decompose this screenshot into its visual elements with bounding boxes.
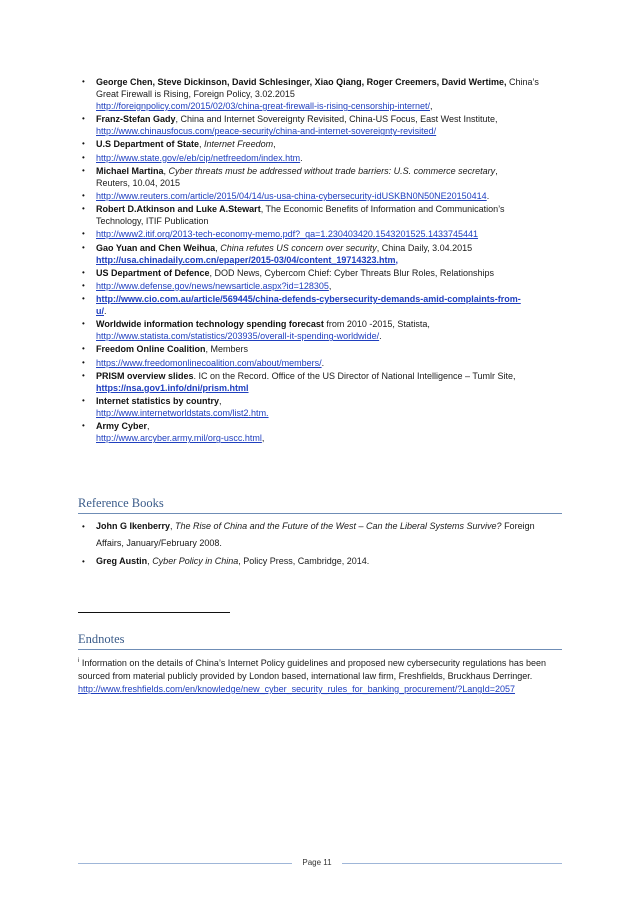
- punctuation: .: [321, 357, 325, 368]
- source-link[interactable]: http://www.arcyber.army.mil/org-uscc.html: [96, 433, 262, 444]
- list-item: [82, 113, 562, 137]
- list-item: [82, 76, 562, 112]
- source-author: U.S Department of State: [96, 139, 200, 150]
- source-link[interactable]: https://www.freedomonlinecoalition.com/about/members/: [96, 357, 322, 368]
- endnote-text: Information on the details of China’s Internet Policy guidelines and proposed new cybersecurity regulations has been sourced from material publicly provided by London based, international law firm, Freshfields, Bruckhaus Derringer.: [78, 658, 546, 681]
- source-author: Gao Yuan and Chen Weihua: [96, 242, 216, 253]
- bullet: •: [82, 522, 85, 531]
- bullet: •: [82, 229, 85, 239]
- book-author: Greg Austin: [96, 556, 148, 566]
- bullet: •: [82, 139, 85, 149]
- endnote-link[interactable]: http://www.freshfields.com/en/knowledge/new_cyber_security_rules_for_banking_procurement/?LangId=2057: [78, 684, 516, 694]
- list-item: [82, 518, 562, 552]
- source-text: ,: [147, 421, 150, 432]
- source-author: Robert D.Atkinson and Luke A.Stewart: [96, 204, 261, 215]
- bullet: •: [82, 204, 85, 214]
- list-item: [82, 370, 562, 394]
- source-author: Worldwide information technology spending forecast: [96, 319, 324, 330]
- list-item: [82, 203, 562, 227]
- list-item: [82, 242, 562, 266]
- list-item: [82, 293, 562, 317]
- source-author: Michael Martina: [96, 165, 164, 176]
- source-text: , DOD News, Cybercom Chief: Cyber Threats Blur Roles, Relationships: [209, 267, 494, 278]
- bullet: •: [82, 396, 85, 405]
- list-item: [82, 228, 562, 240]
- punctuation: ,: [495, 165, 498, 176]
- source-text: . IC on the Record. Office of the US Director of National Intelligence – Tumlr Site,: [193, 370, 516, 381]
- reference-books-list: [82, 518, 562, 571]
- source-text: ,: [199, 139, 205, 150]
- list-item: [82, 357, 562, 369]
- bullet: •: [82, 152, 85, 162]
- source-link[interactable]: http://www.chinausfocus.com/peace-security/china-and-internet-sovereignty-revisited/: [96, 126, 437, 137]
- footer-rule-right: [342, 863, 562, 864]
- source-author: PRISM overview slides: [96, 370, 194, 381]
- sources-list: [82, 76, 562, 445]
- source-text-line2: Great Firewall is Rising, Foreign Policy, 3.02.2015: [96, 89, 295, 99]
- book-text: Foreign: [501, 521, 535, 531]
- list-item: [82, 420, 562, 444]
- source-author: George Chen, Steve Dickinson, David Schlesinger, Xiao Qiang, Roger Creemers, David Wertime,: [96, 77, 507, 87]
- list-item: [82, 343, 562, 355]
- bullet: •: [82, 267, 85, 277]
- endnote-marker: i: [78, 658, 80, 664]
- source-link[interactable]: http://www.internetworldstats.com/list2.htm.: [96, 408, 269, 418]
- list-item: [82, 138, 562, 150]
- source-text: ,: [219, 396, 222, 406]
- source-link[interactable]: http://www.statista.com/statistics/203935/overall-it-spending-worldwide/: [96, 331, 380, 342]
- source-author: Internet statistics by country: [96, 396, 220, 406]
- source-text: , The Economic Benefits of Information and Communication’s: [260, 204, 505, 215]
- bullet: •: [82, 242, 85, 252]
- source-title: Cyber threats must be addressed without trade barriers: U.S. commerce secretary: [168, 165, 496, 176]
- list-item: [82, 318, 562, 342]
- list-item: [82, 190, 562, 202]
- bullet: •: [82, 77, 85, 86]
- endnotes-heading: Endnotes: [78, 632, 562, 650]
- source-text: , China and Internet Sovereignty Revisited, China-US Focus, East West Institute,: [175, 114, 498, 125]
- list-item: [82, 553, 562, 570]
- punctuation: ,: [430, 101, 433, 111]
- list-item: [82, 165, 562, 189]
- source-title: Internet Freedom: [204, 139, 274, 150]
- bullet: •: [82, 357, 85, 367]
- source-text: ,: [163, 165, 169, 176]
- punctuation: .: [104, 306, 107, 317]
- source-text-line2: Reuters, 10.04, 2015: [96, 177, 181, 188]
- source-text: from 2010 -2015, Statista,: [323, 319, 430, 330]
- footnote-separator: [78, 612, 230, 613]
- footer-rule-left: [78, 863, 292, 864]
- source-title: China refutes US concern over security: [220, 242, 377, 253]
- list-item: [82, 280, 562, 292]
- book-text: , Policy Press, Cambridge, 2014.: [238, 556, 370, 566]
- bullet: •: [82, 165, 85, 175]
- source-author: Franz-Stefan Gady: [96, 114, 176, 125]
- punctuation: ,: [273, 139, 276, 150]
- list-item: [82, 152, 562, 164]
- source-link[interactable]: http://www.state.gov/e/eb/cip/netfreedom/index.htm: [96, 152, 301, 163]
- bullet: •: [82, 557, 85, 566]
- punctuation: ,: [261, 433, 265, 444]
- source-link[interactable]: http://www.defense.gov/news/newsarticle.aspx?id=128305: [96, 280, 329, 291]
- source-link[interactable]: http://www.reuters.com/article/2015/04/14/us-usa-china-cybersecurity-idUSKBN0N50NE20150414: [96, 190, 487, 201]
- list-item: [82, 267, 562, 279]
- source-link[interactable]: https://nsa.gov1.info/dni/prism.html: [96, 382, 249, 393]
- source-text-line2: Technology, ITIF Publication: [96, 216, 209, 227]
- source-text: , China Daily, 3.04.2015: [376, 242, 473, 253]
- punctuation: .: [486, 190, 490, 201]
- endnote: [78, 657, 562, 696]
- bullet: •: [82, 114, 85, 124]
- bullet: •: [82, 280, 85, 290]
- bullet: •: [82, 319, 85, 329]
- punctuation: .: [300, 152, 303, 163]
- source-text: , Members: [205, 344, 249, 355]
- source-text: ,: [215, 242, 221, 253]
- punctuation: ,: [328, 280, 332, 291]
- book-title: The Rise of China and the Future of the West – Can the Liberal Systems Survive?: [175, 521, 502, 531]
- bullet: •: [82, 190, 85, 200]
- book-title: Cyber Policy in China: [152, 556, 239, 566]
- book-text: ,: [170, 521, 176, 531]
- source-link[interactable]: http://foreignpolicy.com/2015/02/03/china-great-firewall-is-rising-censorship-internet/: [96, 101, 430, 111]
- book-author: John G Ikenberry: [96, 521, 171, 531]
- list-item: [82, 395, 562, 419]
- book-text-line2: Affairs, January/February 2008.: [96, 538, 222, 548]
- source-author: Freedom Online Coalition: [96, 344, 206, 355]
- source-text: China’s: [506, 77, 539, 87]
- source-link-continued[interactable]: u/: [96, 306, 104, 317]
- bullet: •: [82, 294, 85, 304]
- page-number: Page 11: [302, 858, 332, 867]
- bullet: •: [82, 370, 85, 380]
- punctuation: .: [379, 331, 382, 342]
- source-author: US Department of Defence: [96, 267, 210, 278]
- source-link[interactable]: http://www.cio.com.au/article/569445/china-defends-cybersecurity-demands-amid-complaints-from-: [96, 294, 521, 305]
- source-author: Army Cyber: [96, 421, 148, 432]
- book-text: ,: [147, 556, 153, 566]
- bullet: •: [82, 344, 85, 354]
- source-link[interactable]: http://usa.chinadaily.com.cn/epaper/2015-03/04/content_19714323.htm,: [96, 254, 398, 265]
- bullet: •: [82, 421, 85, 431]
- reference-books-heading: Reference Books: [78, 496, 562, 514]
- source-link[interactable]: http://www2.itif.org/2013-tech-economy-memo.pdf?_ga=1.230403420.1543201525.1433745441: [96, 229, 479, 240]
